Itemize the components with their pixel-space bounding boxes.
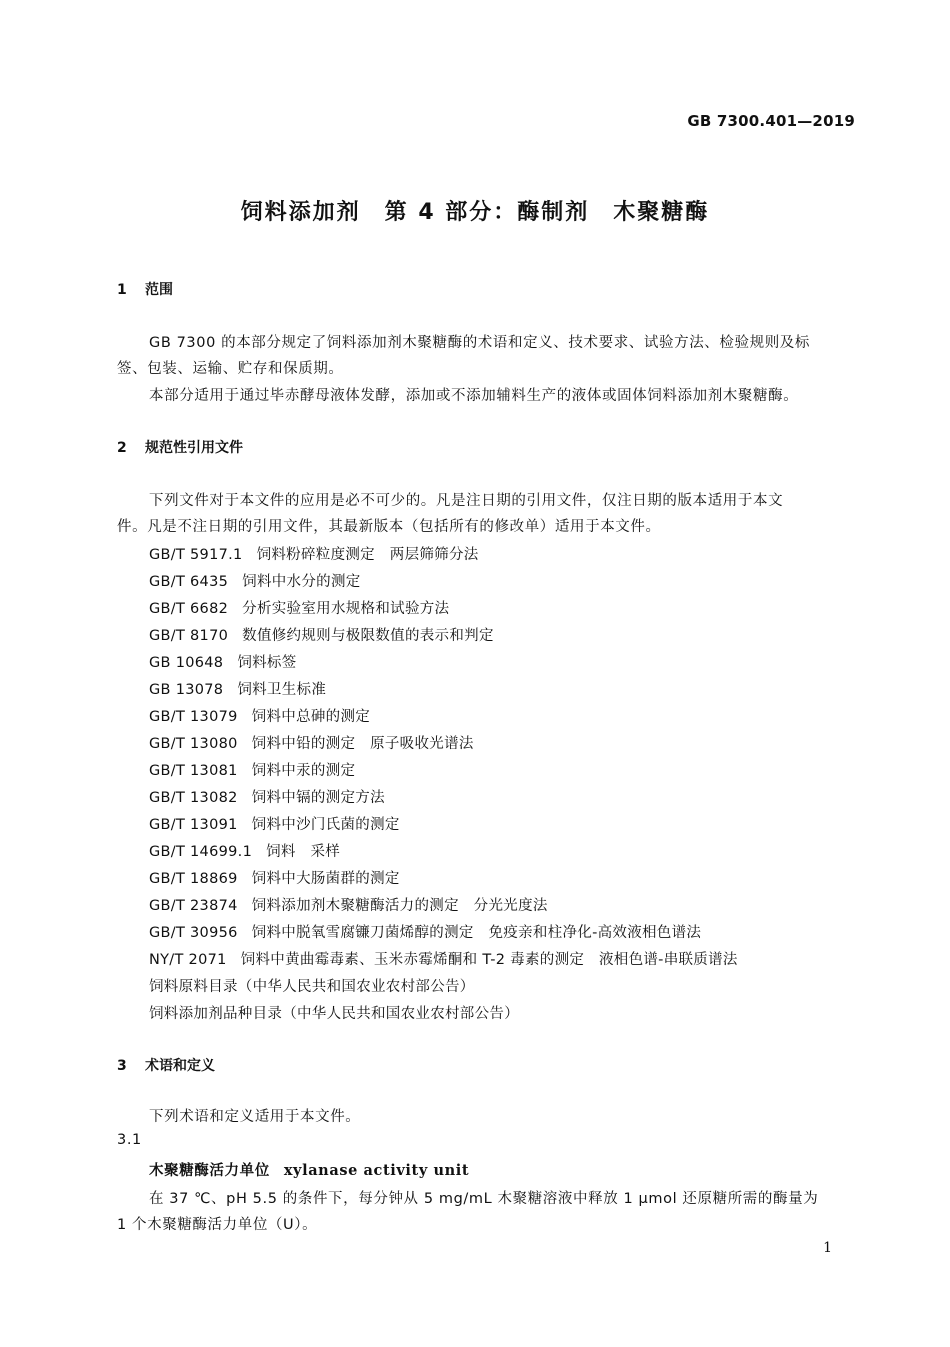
reference-code: GB/T 13082 [149,790,238,806]
reference-code: GB/T 6682 [149,601,229,617]
section-1-paragraph-2: 本部分适用于通过毕赤酵母液体发酵，添加或不添加辅料生产的液体或固体饲料添加剂木聚糖酶。 [149,388,799,404]
reference-item [149,948,738,969]
reference-title: 饲料粉碎粒度测定 两层筛筛分法 [256,547,479,563]
reference-title: 饲料中汞的测定 [251,763,356,779]
term-number: 3.1 [117,1132,142,1148]
section-1-paragraph-1-line-1: GB 7300 的本部分规定了饲料添加剂木聚糖酶的术语和定义、技术要求、试验方法、检验规则及标 [149,335,810,351]
term-name-en: xylanase activity unit [283,1162,470,1179]
term-definition-line-1: 在 37 ℃、pH 5.5 的条件下，每分钟从 5 mg/mL 木聚糖溶液中释放 1 μmol 还原糖所需的酶量为 [149,1191,819,1207]
reference-item [149,786,385,807]
document-title: 饲料添加剂 第 4 部分：酶制剂 木聚糖酶 [240,200,710,225]
reference-title: 饲料中总砷的测定 [251,709,371,725]
section-title: 范围 [145,282,173,298]
reference-code: GB/T 13081 [149,763,238,779]
reference-item [149,651,297,672]
reference-title: 饲料 采样 [266,844,341,860]
reference-item [149,624,494,645]
reference-item [149,759,355,780]
reference-item [149,1002,519,1023]
section-3-heading [117,1055,215,1075]
section-number: 3 [117,1058,127,1074]
reference-code: GB/T 6435 [149,574,229,590]
term-definition-line-2: 1 个木聚糖酶活力单位（U）。 [117,1217,318,1233]
reference-title: 饲料中水分的测定 [242,574,361,590]
standard-code: GB 7300.401—2019 [687,112,855,130]
section-title: 术语和定义 [145,1058,215,1074]
reference-item [149,813,400,834]
reference-title: 饲料中镉的测定方法 [251,790,385,806]
reference-title: 饲料卫生标准 [237,682,327,698]
reference-title: 饲料中铅的测定 原子吸收光谱法 [251,736,474,752]
reference-code: GB/T 13079 [149,709,238,725]
reference-item [149,597,449,618]
reference-item [149,732,474,753]
page-number: 1 [823,1240,832,1256]
reference-title: 饲料添加剂木聚糖酶活力的测定 分光光度法 [251,898,548,914]
term-heading [149,1159,469,1180]
reference-item [149,975,475,996]
section-2-heading [117,437,243,457]
section-title: 规范性引用文件 [145,440,243,456]
reference-code: GB/T 30956 [149,925,238,941]
section-1-paragraph-1-line-2: 签、包装、运输、贮存和保质期。 [117,361,344,377]
reference-code: GB 13078 [149,682,224,698]
reference-code: GB 10648 [149,655,224,671]
reference-code: NY/T 2071 [149,952,227,968]
reference-code: GB/T 13080 [149,736,238,752]
reference-title: 饲料中大肠菌群的测定 [251,871,400,887]
section-2-intro-line-2: 件。凡是不注日期的引用文件，其最新版本（包括所有的修改单）适用于本文件。 [117,519,661,535]
section-1-heading [117,279,173,299]
reference-item [149,921,701,942]
reference-code: GB/T 14699.1 [149,844,253,860]
reference-title: 饲料标签 [237,655,297,671]
reference-title: 饲料中沙门氏菌的测定 [251,817,400,833]
reference-item [149,543,479,564]
reference-item [149,867,400,888]
term-name-cn: 木聚糖酶活力单位 [149,1163,270,1179]
reference-title: 饲料中脱氧雪腐镰刀菌烯醇的测定 免疫亲和柱净化-高效液相色谱法 [251,925,702,941]
section-number: 1 [117,282,127,298]
reference-code: GB/T 23874 [149,898,238,914]
section-number: 2 [117,440,127,456]
reference-code: GB/T 18869 [149,871,238,887]
reference-code: GB/T 8170 [149,628,229,644]
reference-code: GB/T 5917.1 [149,547,243,563]
reference-title: 分析实验室用水规格和试验方法 [242,601,450,617]
reference-item [149,570,361,591]
reference-item [149,840,340,861]
reference-item [149,894,548,915]
section-2-intro-line-1: 下列文件对于本文件的应用是必不可少的。凡是注日期的引用文件，仅注日期的版本适用于本文 [149,493,784,509]
reference-item [149,705,370,726]
reference-title: 饲料中黄曲霉毒素、玉米赤霉烯酮和 T-2 毒素的测定 液相色谱-串联质谱法 [240,952,738,968]
reference-title: 饲料原料目录（中华人民共和国农业农村部公告） [149,979,475,995]
reference-title: 数值修约规则与极限数值的表示和判定 [242,628,494,644]
reference-code: GB/T 13091 [149,817,238,833]
section-3-intro: 下列术语和定义适用于本文件。 [149,1109,361,1125]
reference-title: 饲料添加剂品种目录（中华人民共和国农业农村部公告） [149,1006,519,1022]
reference-item [149,678,326,699]
